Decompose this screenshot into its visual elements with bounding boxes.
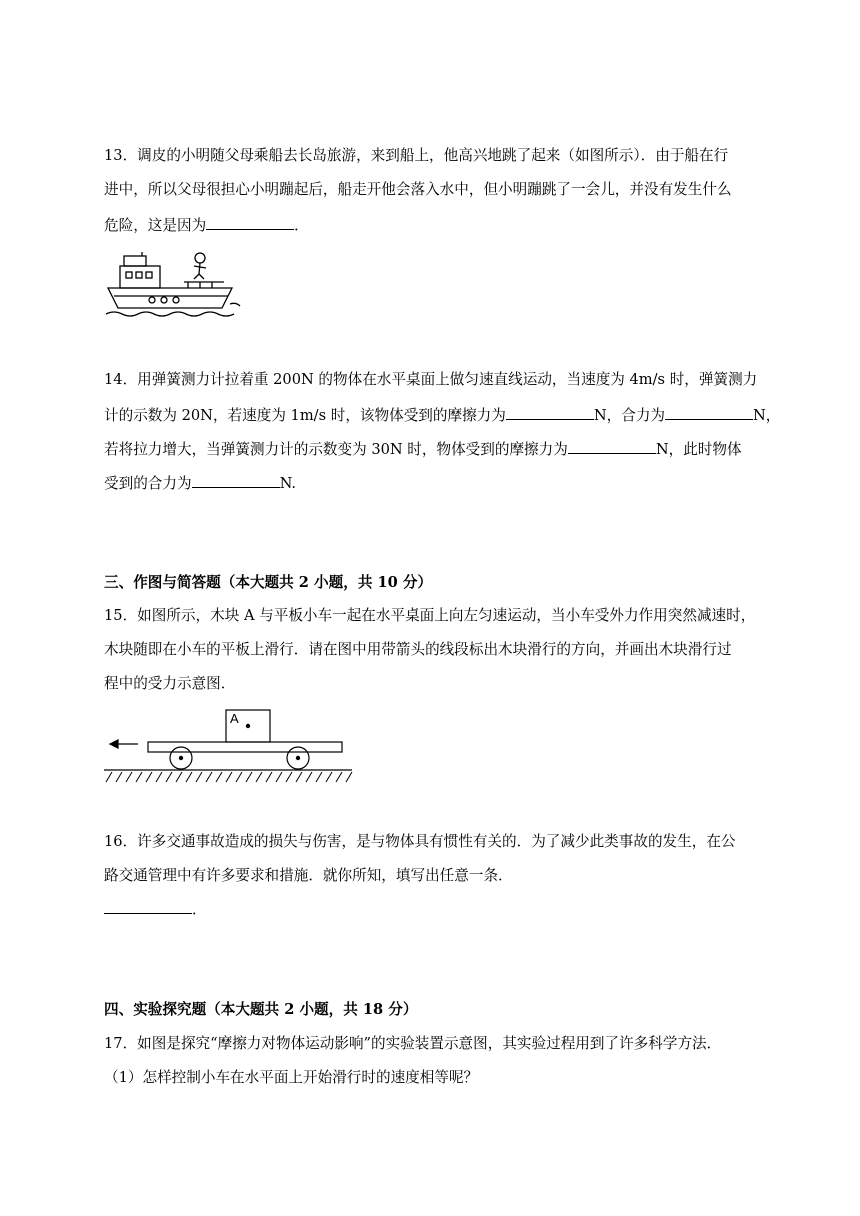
- q13-line-2: 进中，所以父母很担心小明蹦起后，船走开他会落入水中，但小明蹦跳了一会儿，并没有发生什么: [104, 181, 732, 198]
- q15-line-2: 木块随即在小车的平板上滑行．请在图中用带箭头的线段标出木块滑行的方向，并画出木块滑行过: [104, 641, 732, 658]
- section-4-heading: 四、实验探究题（本大题共 2 小题，共 18 分）: [104, 1001, 418, 1018]
- q13-line-3-text: 危险，这是因为: [104, 217, 207, 234]
- q14-line-4-text-b: N.: [279, 475, 297, 492]
- boat-figure: [104, 248, 244, 320]
- q14-line-3-text-a: 若将拉力增大，当弹簧测力计的示数变为 30N 时，物体受到的摩擦力为: [104, 441, 568, 458]
- cart-figure: [100, 704, 356, 784]
- q14-line-3-text-b: N，此时物体: [655, 441, 742, 458]
- q14-friction-blank[interactable]: [506, 404, 594, 420]
- q14-friction-2-blank[interactable]: [568, 438, 656, 454]
- q16-line-3: [104, 898, 207, 920]
- q14-line-2-text-a: 计的示数为 20N，若速度为 1m/s 时，该物体受到的摩擦力为: [104, 407, 506, 424]
- q13-line-3-end: ．: [294, 217, 309, 234]
- q16-line-1: 16．许多交通事故造成的损失与伤害，是与物体具有惯性有关的．为了减少此类事故的发生，在公: [104, 833, 736, 850]
- q17-line-2: （1）怎样控制小车在水平面上开始滑行时的速度相等呢？: [104, 1069, 479, 1086]
- q13-line-3: [104, 214, 309, 236]
- q15-line-1: 15．如图所示，木块 A 与平板小车一起在水平桌面上向左匀速运动，当小车受外力作用突然减速时，: [104, 607, 756, 624]
- q14-line-4: [104, 472, 296, 494]
- q16-answer-blank[interactable]: [104, 898, 192, 914]
- q17-line-1: 17．如图是探究“摩擦力对物体运动影响”的实验装置示意图，其实验过程用到了许多科学方法．: [104, 1035, 722, 1052]
- q14-line-2: [104, 404, 780, 426]
- block-label: A: [230, 711, 239, 726]
- q14-line-3: [104, 438, 742, 460]
- q14-line-2-text-c: N，: [753, 407, 781, 424]
- q14-net-force-blank[interactable]: [665, 404, 753, 420]
- q16-line-2: 路交通管理中有许多要求和措施．就你所知，填写出任意一条．: [104, 867, 513, 884]
- q14-line-4-text-a: 受到的合力为: [104, 475, 192, 492]
- q14-line-1: 14．用弹簧测力计拉着重 200N 的物体在水平桌面上做匀速直线运动，当速度为 4m/s 时，弹簧测力: [104, 371, 758, 388]
- q15-line-3: 程中的受力示意图．: [104, 675, 236, 692]
- q13-line-1: 13．调皮的小明随父母乘船去长岛旅游，来到船上，他高兴地跳了起来（如图所示）．由于船在行: [104, 147, 729, 164]
- q16-line-3-end: ．: [192, 901, 207, 918]
- section-3-heading: 三、作图与简答题（本大题共 2 小题，共 10 分）: [104, 574, 433, 591]
- q13-answer-blank[interactable]: [206, 214, 294, 230]
- q14-net-force-2-blank[interactable]: [192, 472, 280, 488]
- q14-line-2-text-b: N，合力为: [593, 407, 666, 424]
